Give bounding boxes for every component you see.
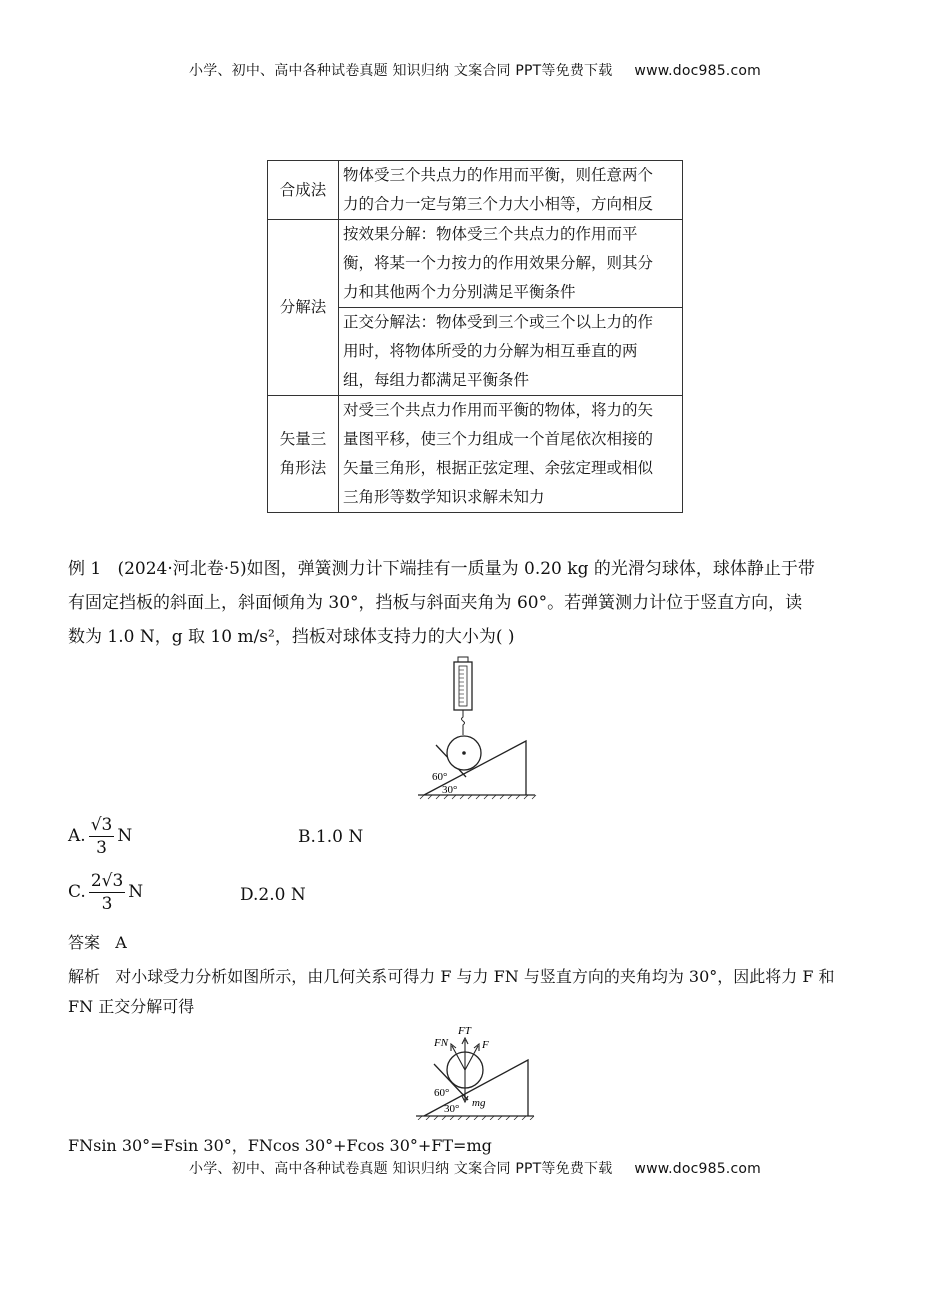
force-label-ft: FT (458, 1025, 471, 1037)
option-b[interactable]: B.1.0 N (298, 827, 364, 847)
table-row (268, 161, 683, 220)
description-cell: 对受三个共点力作用而平衡的物体，将力的矢 量图平移，使三个力组成一个首尾依次相接的 矢量三角形，根据正弦定理、余弦定理或相似 三角形等数学知识求解未知力 (339, 396, 683, 513)
scale-hook-top (458, 657, 468, 662)
description-cell: 正交分解法：物体受到三个或三个以上力的作 用时，将物体所受的力分解为相互垂直的两 组，每组力都满足平衡条件 (339, 308, 683, 396)
methods-table (267, 160, 683, 513)
method-cell: 分解法 (268, 220, 339, 396)
header-site-link[interactable]: www.doc985.com (634, 63, 761, 79)
footer-text: 小学、初中、高中各种试卷真题 知识归纳 文案合同 PPT等免费下载 (189, 1161, 613, 1177)
angle-label-60: 60° (432, 771, 448, 783)
example-source: (2024·河北卷·5) (117, 559, 247, 579)
option-a[interactable]: A. $\frac{√3}{3}$ N (68, 815, 133, 858)
answer-value: A (115, 933, 127, 952)
angle-label-30: 30° (444, 1103, 460, 1115)
example-question: 例 1 (2024·河北卷·5)如图，弹簧测力计下端挂有一质量为 0.20 kg 的光滑匀球体，球体静止于带 有固定挡板的斜面上，斜面倾角为 30°，挡板与斜面夹角为 60°。若弹簧测力计位于竖直方向，读 数为 1.0 N，g 取 10 m/s²，挡板对球体支持力的大小为( ) (68, 559, 815, 647)
page-header (0, 60, 950, 80)
option-c[interactable]: C. $\frac{2√3}{3}$ N (68, 871, 144, 914)
description-cell: 物体受三个共点力的作用而平衡，则任意两个 力的合力一定与第三个力大小相等，方向相反 (339, 161, 683, 220)
ball-center (462, 751, 466, 755)
page-footer (0, 1158, 950, 1178)
method-cell: 矢量三 角形法 (268, 396, 339, 513)
table-row (268, 396, 683, 513)
angle-label-60: 60° (434, 1087, 450, 1099)
fraction: $\frac{√3}{3}$ (90, 815, 113, 858)
analysis-text: 解析 对小球受力分析如图所示，由几何关系可得力 F 与力 FN 与竖直方向的夹角均为 30°，因此将力 F 和 FN 正交分解可得 (68, 967, 835, 1016)
table-row (268, 220, 683, 308)
force-label-mg: mg (472, 1097, 486, 1109)
fraction: $\frac{2√3}{3}$ (90, 871, 124, 914)
equation: FNsin 30°=Fsin 30°，FNcos 30°+Fcos 30°+FT=mg (68, 1136, 492, 1155)
force-label-f: F (482, 1039, 489, 1051)
method-cell: 合成法 (268, 161, 339, 220)
answer-line: 答案 A (68, 933, 127, 952)
example-label: 例 1 (68, 559, 102, 579)
footer-site-link[interactable]: www.doc985.com (634, 1161, 761, 1177)
force-label-fn: FN (434, 1037, 449, 1049)
force-analysis-figure (410, 1022, 540, 1120)
description-cell: 按效果分解：物体受三个共点力的作用而平 衡，将某一个力按力的作用效果分解，则其分 力和其他两个力分别满足平衡条件 (339, 220, 683, 308)
incline-figure (410, 655, 540, 803)
scale-hook (462, 710, 465, 735)
option-d[interactable]: D.2.0 N (240, 885, 306, 905)
header-text: 小学、初中、高中各种试卷真题 知识归纳 文案合同 PPT等免费下载 (189, 63, 613, 79)
angle-label-30: 30° (442, 784, 458, 796)
